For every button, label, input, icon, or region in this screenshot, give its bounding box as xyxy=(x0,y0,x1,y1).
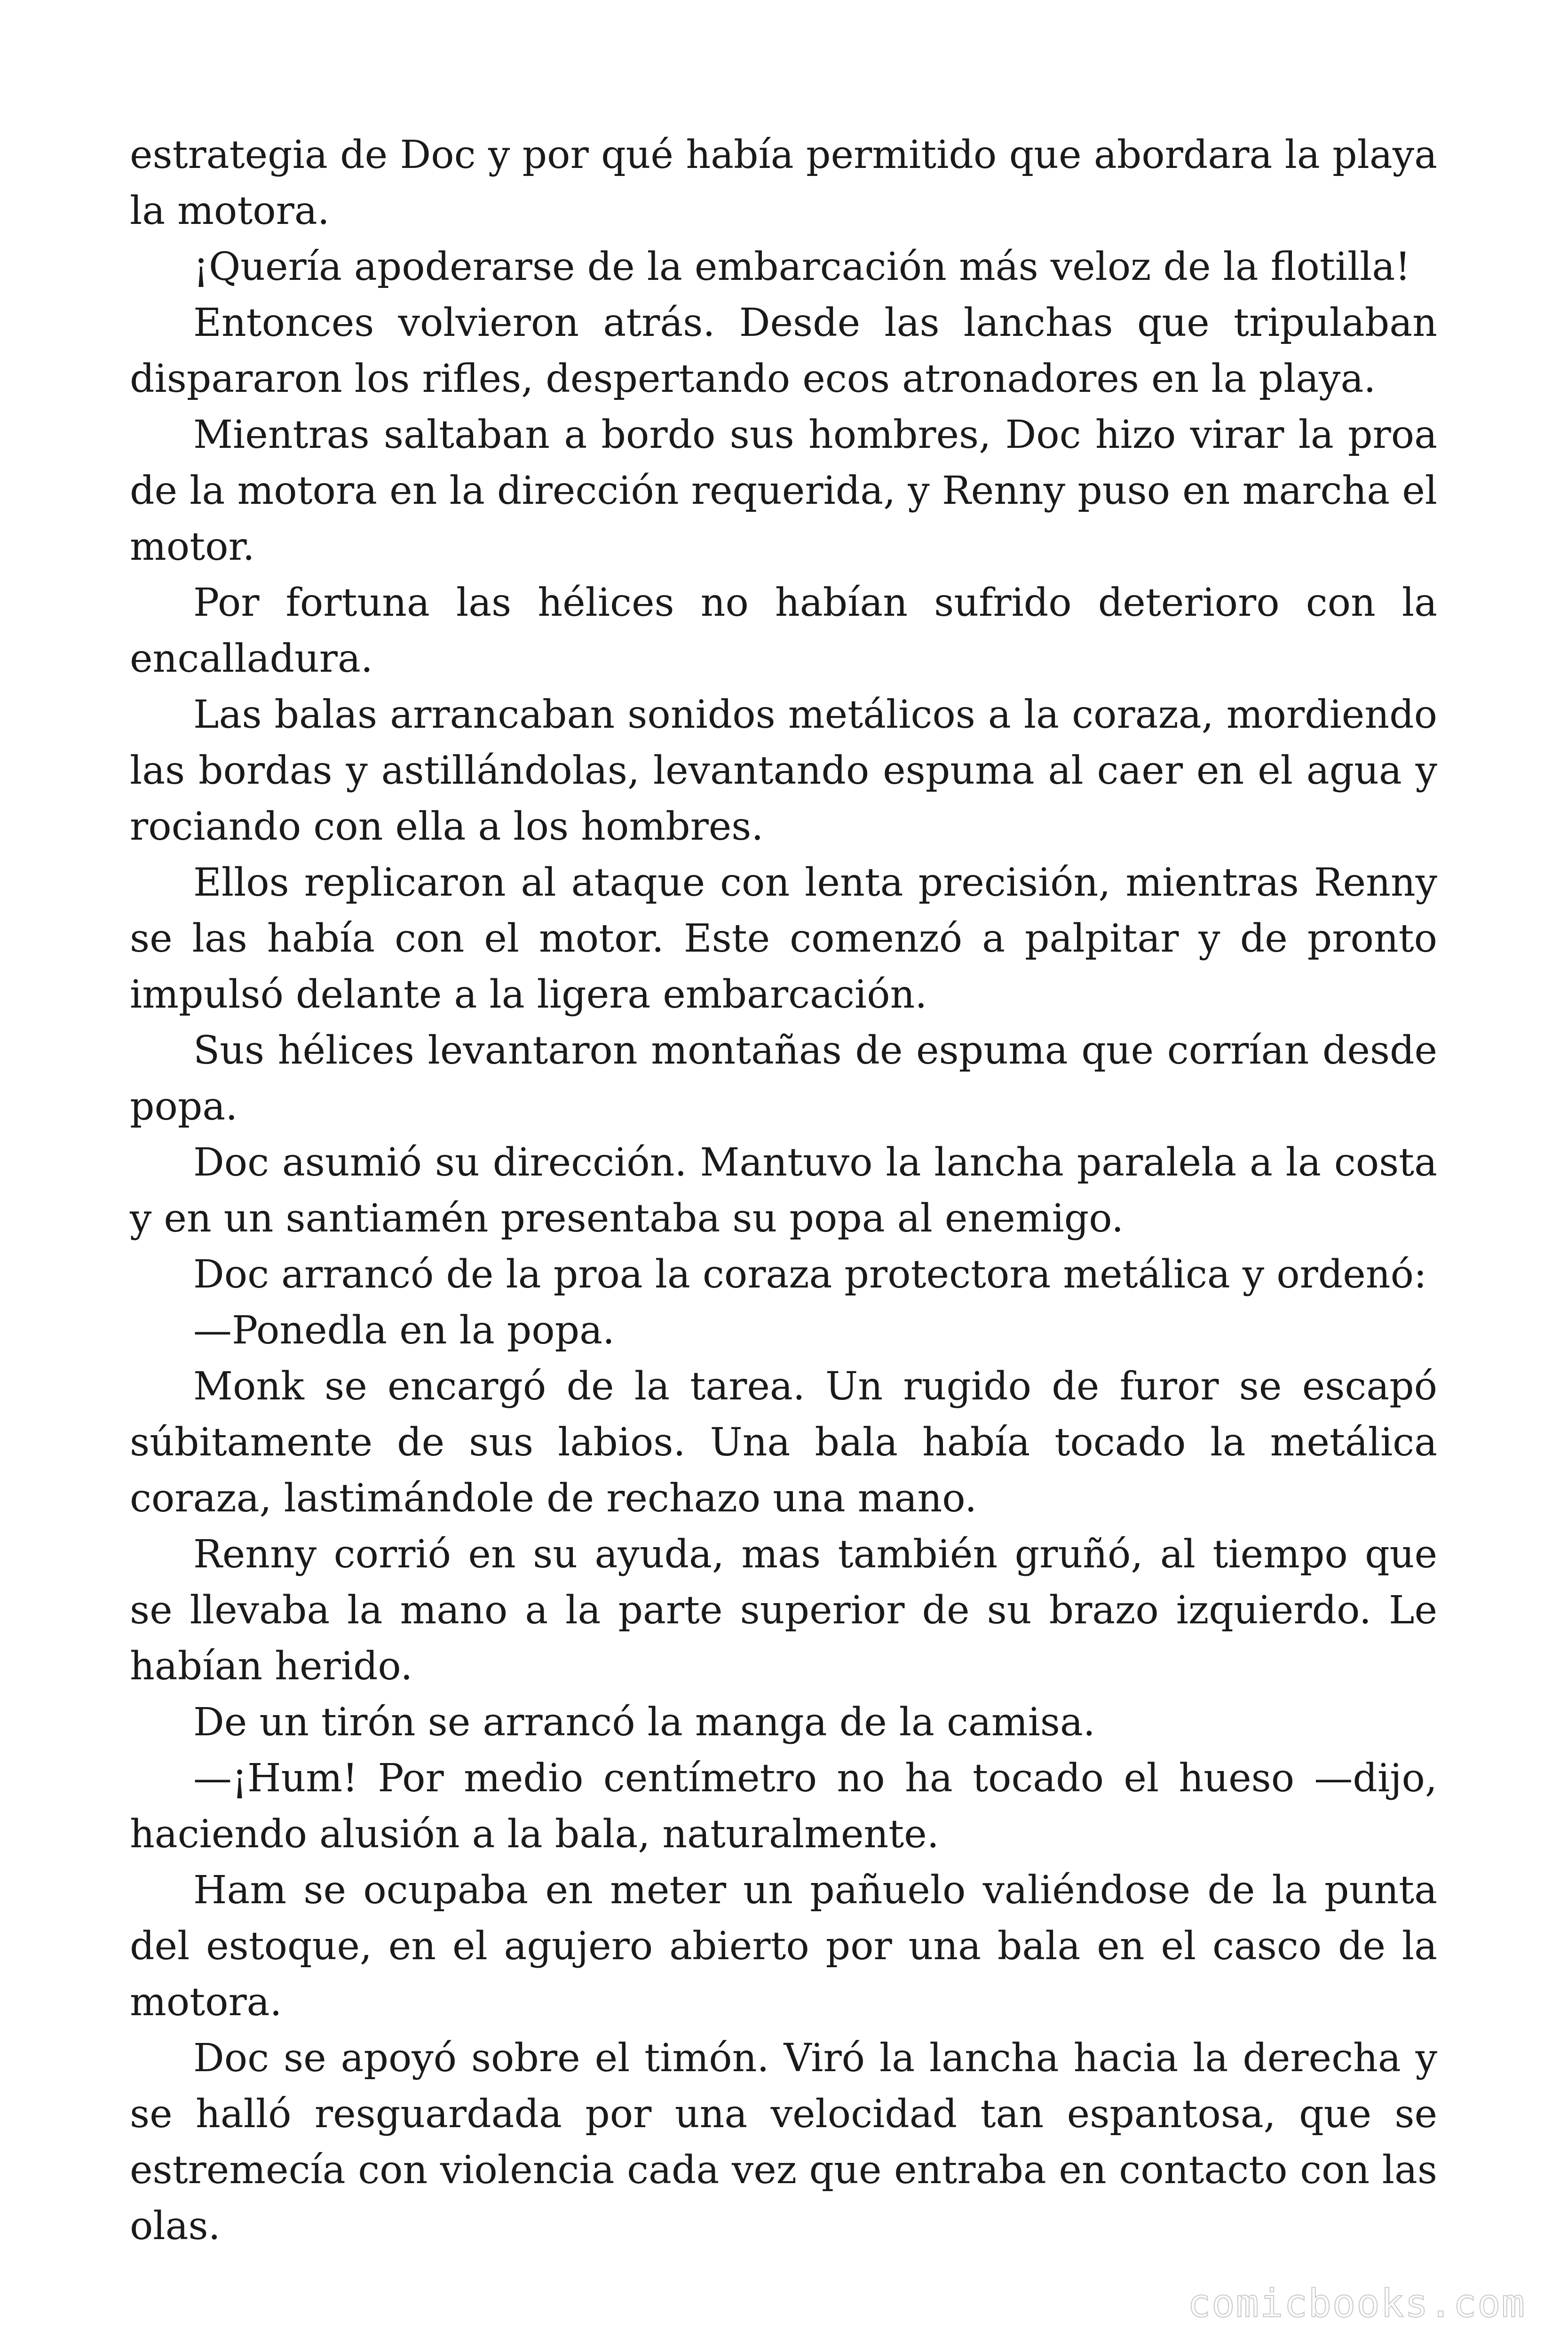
paragraph: Las balas arrancaban sonidos metálicos a la coraza, mordiendo las bordas y astillándolas, levantando espuma al caer en el agua y rociando con ella a los hombres. xyxy=(130,692,1437,849)
watermark: comicbooks.com xyxy=(1187,2281,1526,2326)
paragraph: —Ponedla en la popa. xyxy=(193,1308,615,1353)
paragraph: Doc asumió su dirección. Mantuvo la lancha paralela a la costa y en un santiamén presentaba su popa al enemigo. xyxy=(130,1140,1437,1241)
paragraph: —¡Hum! Por medio centímetro no ha tocado el hueso —dijo, haciendo alusión a la bala, naturalmente. xyxy=(130,1756,1437,1857)
paragraph: Sus hélices levantaron montañas de espuma que corrían desde popa. xyxy=(130,1028,1437,1129)
paragraph: Ham se ocupaba en meter un pañuelo valiéndose de la punta del estoque, en el agujero abierto por una bala en el casco de la motora. xyxy=(130,1868,1437,2025)
paragraph: Doc se apoyó sobre el timón. Viró la lancha hacia la derecha y se halló resguardada por una velocidad tan espantosa, que se estremecía con violencia cada vez que entraba en contacto con las olas. xyxy=(130,2036,1437,2249)
paragraph: Doc arrancó de la proa la coraza protectora metálica y ordenó: xyxy=(193,1252,1427,1297)
paragraph: ¡Quería apoderarse de la embarcación más veloz de la flotilla! xyxy=(193,245,1411,289)
body-text xyxy=(130,127,1437,2254)
paragraph: Mientras saltaban a bordo sus hombres, Doc hizo virar la proa de la motora en la dirección requerida, y Renny puso en marcha el motor. xyxy=(130,413,1437,569)
paragraph: Ellos replicaron al ataque con lenta precisión, mientras Renny se las había con el motor. Este comenzó a palpitar y de pronto impulsó delante a la ligera embarcación. xyxy=(130,860,1437,1017)
paragraph: Por fortuna las hélices no habían sufrido deterioro con la encalladura. xyxy=(130,580,1437,681)
paragraph: Renny corrió en su ayuda, mas también gruñó, al tiempo que se llevaba la mano a la parte superior de su brazo izquierdo. Le habían herido. xyxy=(130,1532,1437,1689)
paragraph: Entonces volvieron atrás. Desde las lanchas que tripulaban dispararon los rifles, despertando ecos atronadores en la playa. xyxy=(130,301,1437,401)
paragraph: De un tirón se arrancó la manga de la camisa. xyxy=(193,1700,1095,1745)
paragraph: Monk se encargó de la tarea. Un rugido de furor se escapó súbitamente de sus labios. Una bala había tocado la metálica coraza, lastimándole de rechazo una mano. xyxy=(130,1364,1437,1521)
paragraph: estrategia de Doc y por qué había permitido que abordara la playa la motora. xyxy=(130,133,1437,233)
